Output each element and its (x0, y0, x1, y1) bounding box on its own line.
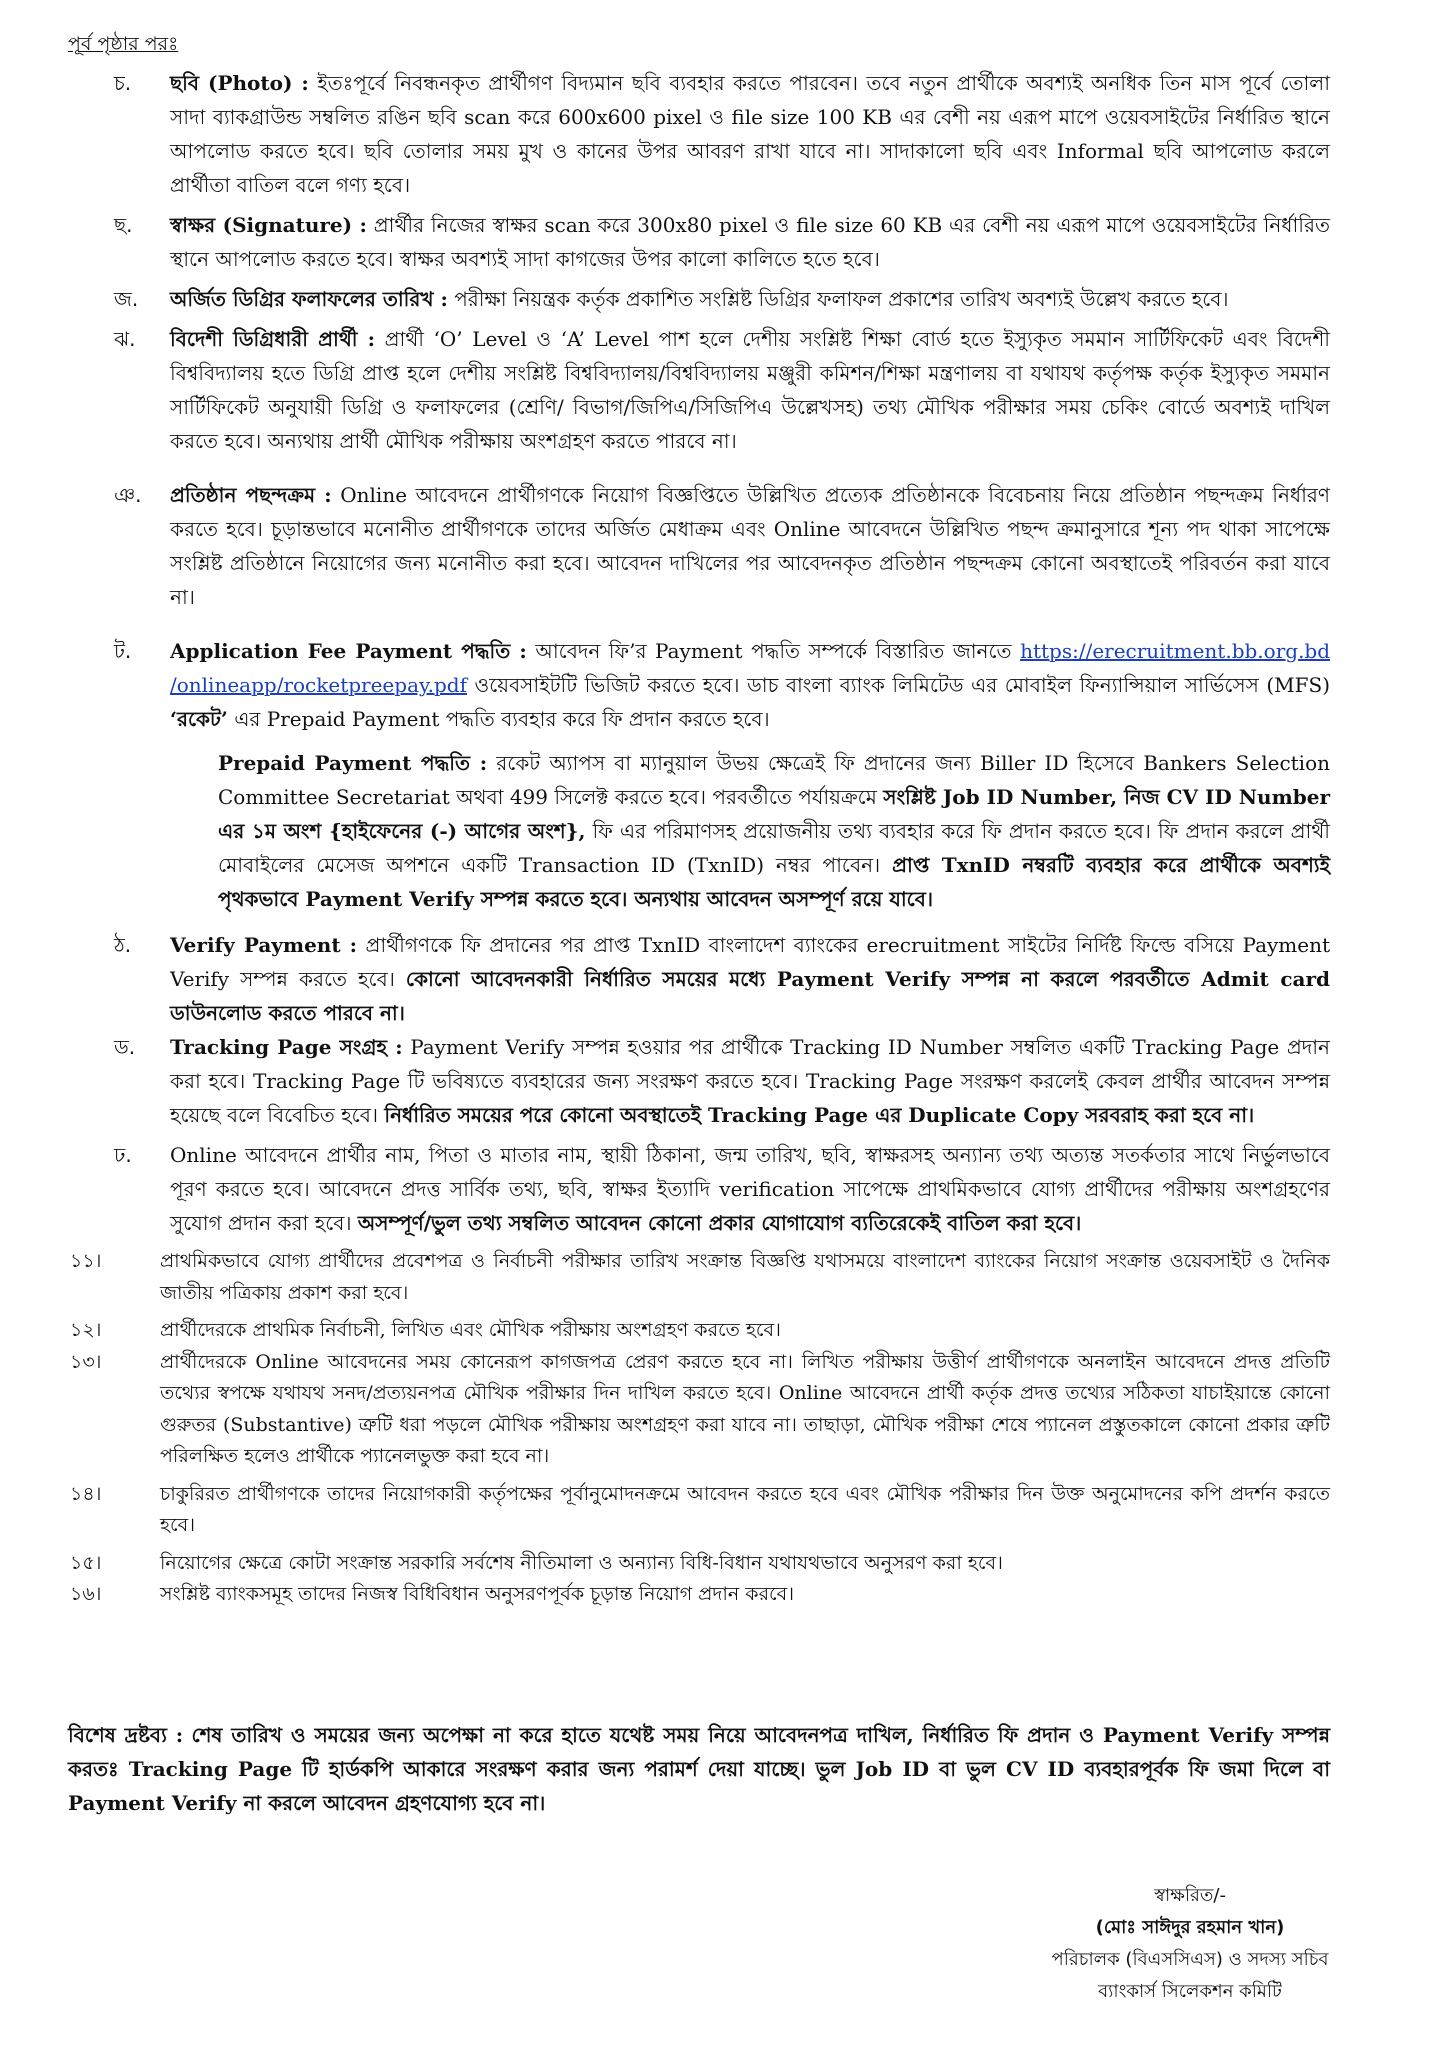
item-signature (68, 208, 1330, 276)
item-text: আবেদন ফি’র Payment পদ্ধতি সম্পর্কে বিস্তারিত জানতে (535, 639, 1012, 663)
item-body (170, 928, 1330, 1030)
item-title: Application Fee Payment পদ্ধতি : (170, 639, 527, 663)
item-12 (68, 1315, 1330, 1347)
item-marker: ঢ. (114, 1143, 132, 1167)
item-marker: ঝ. (114, 327, 136, 351)
item-marker: ১৩। (70, 1350, 102, 1373)
special-note (68, 1718, 1330, 1820)
item-bold-text: কোনো আবেদনকারী নির্ধারিত সময়ের মধ্যে Payment Verify সম্পন্ন না করলে পরবর্তীতে Admit card ডাউনলোড করতে পারবে না। (170, 967, 1330, 1025)
prepaid-payment-block (218, 746, 1330, 916)
item-16 (68, 1579, 1330, 1611)
item-text: প্রার্থীদেরকে Online আবেদনের সময় কোনেরূপ কাগজপত্র প্রেরণ করতে হবে না। লিখিত পরীক্ষায় উত্তীর্ণ প্রার্থীগণকে অনলাইন আবেদনে প্রদত্ত প্রতিটি তথ্যের স্বপক্ষে যথাযথ সনদ/প্রত্যয়নপত্র মৌখিক পরীক্ষার দিন দাখিল করতে হবে। Online আবেদনে প্রার্থী কর্তৃক প্রদত্ত তথ্যের সঠিকতা যাচাইয়ান্তে কোনো গুরুতর (Substantive) ত্রুটি ধরা পড়লে মৌখিক পরীক্ষায় অংশগ্রহণ করা যাবে না। তাছাড়া, মৌখিক পরীক্ষা শেষে প্যানেল প্রস্তুতকালে কোনো প্রকার ত্রুটি পরিলক্ষিত হলেও প্রার্থীকে প্যানেলভুক্ত করা হবে না। (160, 1350, 1330, 1467)
item-body (170, 282, 1330, 316)
item-verify-payment (68, 928, 1330, 1030)
item-marker: ঠ. (114, 933, 132, 957)
item-text: ইতঃপূর্বে নিবন্ধনকৃত প্রার্থীগণ বিদ্যমান ছবি ব্যবহার করতে পারবেন। তবে নতুন প্রার্থীকে অবশ্যই অনধিক তিন মাস পূর্বে তোলা সাদা ব্যাকগ্রাউন্ড সম্বলিত রঙিন ছবি scan করে 600x600 pixel ও file size 100 KB এর বেশী নয় এরূপ মাপে ওয়েবসাইটের নির্ধারিত স্থানে আপলোড করতে হবে। ছবি তোলার সময় মুখ ও কানের উপর আবরণ রাখা যাবে না। সাদাকালো ছবি এবং Informal ছবি আপলোড করলে প্রার্থীতা বাতিল বলে গণ্য হবে। (170, 71, 1330, 197)
item-photo (68, 66, 1330, 202)
item-body (170, 322, 1330, 458)
item-text: প্রার্থী ‘O’ Level ও ‘A’ Level পাশ হলে দেশীয় সংশ্লিষ্ট শিক্ষা বোর্ড হতে ইস্যুকৃত সমমান সার্টিফিকেট এবং বিদেশী বিশ্ববিদ্যালয় হতে ডিগ্রি প্রাপ্ত হলে দেশীয় সংশ্লিষ্ট বিশ্ববিদ্যালয়/বিশ্ববিদ্যালয় মঞ্জুরী কমিশন/শিক্ষা মন্ত্রণালয় বা যথাযথ কর্তৃপক্ষ কর্তৃক ইস্যুকৃত সমমান সার্টিফিকেট অনুযায়ী ডিগ্রি ও ফলাফলের (শ্রেণি/ বিভাগ/জিপিএ/সিজিপিএ উল্লেখসহ) তথ্য মৌখিক পরীক্ষার সময় চেকিং বোর্ডে অবশ্যই দাখিল করতে হবে। অন্যথায় প্রার্থী মৌখিক পরীক্ষায় অংশগ্রহণ করতে পারবে না। (170, 327, 1330, 453)
item-text: সংশ্লিষ্ট ব্যাংকসমূহ তাদের নিজস্ব বিধিবিধান অনুসরণপূর্বক চূড়ান্ত নিয়োগ প্রদান করবে। (160, 1583, 795, 1605)
item-marker: জ. (114, 287, 139, 311)
special-note-text: শেষ তারিখ ও সময়ের জন্য অপেক্ষা না করে হাতে যথেষ্ট সময় নিয়ে আবেদনপত্র দাখিল, নির্ধারিত ফি প্রদান ও Payment Verify সম্পন্ন করতঃ Tracking Page টি হার্ডকপি আকারে সংরক্ষণ করার জন্য পরামর্শ দেয়া যাচ্ছে। ভুল Job ID বা ভুল CV ID ব্যবহারপূর্বক ফি জমা দিলে বা Payment Verify না করলে আবেদন গ্রহণযোগ্য হবে না। (68, 1723, 1331, 1815)
item-title: অর্জিত ডিগ্রির ফলাফলের তারিখ : (170, 287, 448, 311)
signed-label: স্বাক্ষরিত/- (1154, 1885, 1226, 1906)
item-online-form-accuracy (68, 1138, 1330, 1240)
item-body (170, 478, 1330, 614)
prepaid-text: ফি এর পরিমাণসহ প্রয়োজনীয় তথ্য ব্যবহার করে ফি প্রদান করতে হবে। ফি প্রদান করলে প্রার্থী মোবাইলের মেসেজ অপশনে একটি Transaction ID (TxnID) নম্বর পাবেন। (218, 819, 1330, 877)
item-marker: ছ. (114, 213, 133, 237)
item-text: প্রাথমিকভাবে যোগ্য প্রার্থীদের প্রবেশপত্র ও নির্বাচনী পরীক্ষার তারিখ সংক্রান্ত বিজ্ঞপ্তি যথাসময়ে বাংলাদেশ ব্যাংকের নিয়োগ সংক্রান্ত ওয়েবসাইট ও দৈনিক জাতীয় পত্রিকায় প্রকাশ করা হবে। (160, 1250, 1330, 1304)
item-body (170, 1030, 1330, 1132)
item-bold-text: অসম্পূর্ণ/ভুল তথ্য সম্বলিত আবেদন কোনো প্রকার যোগাযোগ ব্যতিরেকেই বাতিল করা হবে। (357, 1211, 1082, 1235)
signature-block (1040, 1880, 1340, 2008)
item-title: স্বাক্ষর (Signature) : (170, 213, 367, 237)
item-title: Verify Payment : (170, 933, 358, 957)
item-marker: ড. (114, 1035, 136, 1059)
item-body (170, 1138, 1330, 1240)
item-13 (68, 1347, 1330, 1473)
continued-from-previous-page: পূর্ব পৃষ্ঠার পরঃ (68, 33, 179, 55)
rocket-label: ‘রকেট’ (170, 707, 228, 731)
item-marker: ১১। (70, 1250, 102, 1272)
item-text: ওয়েবসাইটটি ভিজিট করতে হবে। ডাচ বাংলা ব্যাংক লিমিটেড এর মোবাইল ফিন্যান্সিয়াল সার্ভিসেস (MFS) (474, 673, 1331, 697)
item-title: ছবি (Photo) : (170, 71, 309, 95)
item-body (170, 634, 1330, 736)
item-text: প্রার্থীদেরকে প্রাথমিক নির্বাচনী, লিখিত এবং মৌখিক পরীক্ষায় অংশগ্রহণ করতে হবে। (160, 1319, 781, 1341)
item-text: চাকুরিরত প্রার্থীগণকে তাদের নিয়োগকারী কর্তৃপক্ষের পূর্বানুমোদনক্রমে আবেদন করতে হবে এবং মৌখিক পরীক্ষার দিন উক্ত অনুমোদনের কপি প্রদর্শন করতে হবে। (160, 1482, 1330, 1536)
item-fee-payment (68, 634, 1330, 736)
prepaid-bold-text: সংশ্লিষ্ট Job ID Number, নিজ CV ID Number এর ১ম অংশ {হাইফেনের (-) আগের অংশ}, (218, 785, 1330, 843)
item-marker: ১৬। (70, 1583, 102, 1605)
item-text: Online আবেদনে প্রার্থীগণকে নিয়োগ বিজ্ঞপ্তিতে উল্লিখিত প্রত্যেক প্রতিষ্ঠানকে বিবেচনায় নিয়ে প্রতিষ্ঠান পছন্দক্রম নির্ধারণ করতে হবে। চূড়ান্তভাবে মনোনীত প্রার্থীগণকে তাদের অর্জিত মেধাক্রম এবং Online আবেদনে উল্লিখিত পছন্দ ক্রমানুসারে শূন্য পদ থাকা সাপেক্ষে সংশ্লিষ্ট প্রতিষ্ঠানে নিয়োগের জন্য মনোনীত করা হবে। আবেদন দাখিলের পর আবেদনকৃত প্রতিষ্ঠান পছন্দক্রম কোনো অবস্থাতেই পরিবর্তন করা যাবে না। (170, 483, 1330, 609)
prepaid-title: Prepaid Payment পদ্ধতি : (218, 751, 488, 775)
committee-name: ব্যাংকার্স সিলেকশন কমিটি (1098, 1981, 1282, 2002)
payment-guide-link[interactable]: https://erecruitment.bb.org.bd /onlineapp/rocketpreepay.pdf (170, 639, 1331, 697)
item-text: Online আবেদনে প্রার্থীর নাম, পিতা ও মাতার নাম, স্থায়ী ঠিকানা, জন্ম তারিখ, ছবি, স্বাক্ষরসহ অন্যান্য তথ্য অত্যন্ত সতর্কতার সাথে নির্ভুলভাবে পূরণ করতে হবে। আবেদনে প্রদত্ত সার্বিক তথ্য, ছবি, স্বাক্ষর ইত্যাদি verification সাপেক্ষে প্রাথমিকভাবে যোগ্য প্রার্থীদের পরীক্ষায় অংশগ্রহণের সুযোগ প্রদান করা হবে। (170, 1143, 1330, 1235)
signatory-name: (মোঃ সাঈদুর রহমান খান) (1095, 1917, 1285, 1938)
item-text: প্রার্থীর নিজের স্বাক্ষর scan করে 300x80 pixel ও file size 60 KB এর বেশী নয় এরূপ মাপে ওয়েবসাইটের নির্ধারিত স্থানে আপলোড করতে হবে। স্বাক্ষর অবশ্যই সাদা কাগজের উপর কালো কালিতে হতে হবে। (170, 213, 1330, 271)
item-text: পরীক্ষা নিয়ন্ত্রক কর্তৃক প্রকাশিত সংশ্লিষ্ট ডিগ্রির ফলাফল প্রকাশের তারিখ অবশ্যই উল্লেখ করতে হবে। (454, 287, 1229, 311)
item-marker: ১৪। (70, 1482, 102, 1505)
special-note-label: বিশেষ দ্রষ্টব্য : (68, 1723, 184, 1747)
item-title: Tracking Page সংগ্রহ : (170, 1035, 403, 1059)
item-title: বিদেশী ডিগ্রিধারী প্রার্থী : (170, 327, 376, 351)
item-body (170, 66, 1330, 202)
item-body (170, 208, 1330, 276)
item-foreign-degree (68, 322, 1330, 458)
item-14 (68, 1479, 1330, 1542)
item-marker: ১৫। (70, 1551, 102, 1574)
item-text: Payment Verify সম্পন্ন হওয়ার পর প্রার্থীকে Tracking ID Number সম্বলিত একটি Tracking Page প্রদান করা হবে। Tracking Page টি ভবিষ্যতে ব্যবহারের জন্য সংরক্ষণ করতে হবে। Tracking Page সংরক্ষণ করলেই কেবল প্রার্থীর আবেদন সম্পন্ন হয়েছে বলে বিবেচিত হবে। (170, 1035, 1330, 1127)
instruction-list (68, 66, 1330, 1611)
item-bold-text: নির্ধারিত সময়ের পরে কোনো অবস্থাতেই Tracking Page এর Duplicate Copy সরবরাহ করা হবে না। (384, 1103, 1255, 1127)
item-tracking-page (68, 1030, 1330, 1132)
item-marker: ট. (114, 639, 132, 663)
item-text: এর Prepaid Payment পদ্ধতি ব্যবহার করে ফি প্রদান করতে হবে। (234, 707, 770, 731)
item-title: প্রতিষ্ঠান পছন্দক্রম : (170, 483, 332, 507)
item-marker: ঞ. (114, 483, 142, 507)
item-marker: ১২। (70, 1319, 102, 1341)
prepaid-bold-text: প্রাপ্ত TxnID নম্বরটি ব্যবহার করে প্রার্থীকে অবশ্যই পৃথকভাবে Payment Verify সম্পন্ন করতে হবে। অন্যথায় আবেদন অসম্পূর্ণ রয়ে যাবে। (218, 853, 1331, 911)
item-15 (68, 1548, 1330, 1580)
prepaid-text: রকেট অ্যাপস বা ম্যানুয়াল উভয় ক্ষেত্রেই ফি প্রদানের জন্য Biller ID হিসেবে Bankers Selection Committee Secretariat অথবা 499 সিলেক্ট করতে হবে। পরবর্তীতে পর্যায়ক্রমে (218, 751, 1330, 809)
item-text: নিয়োগের ক্ষেত্রে কোটা সংক্রান্ত সরকারি সর্বশেষ নীতিমালা ও অন্যান্য বিধি-বিধান যথাযথভাবে অনুসরণ করা হবে। (160, 1551, 1003, 1574)
item-institution-preference (68, 478, 1330, 614)
signatory-designation: পরিচালক (বিএসসিএস) ও সদস্য সচিব (1051, 1949, 1329, 1970)
item-11 (68, 1246, 1330, 1309)
item-marker: চ. (114, 71, 132, 95)
item-result-date (68, 282, 1330, 316)
item-text: প্রার্থীগণকে ফি প্রদানের পর প্রাপ্ত TxnID বাংলাদেশ ব্যাংকের erecruitment সাইটের নির্দিষ্ট ফিল্ডে বসিয়ে Payment Verify সম্পন্ন করতে হবে। (170, 933, 1331, 991)
